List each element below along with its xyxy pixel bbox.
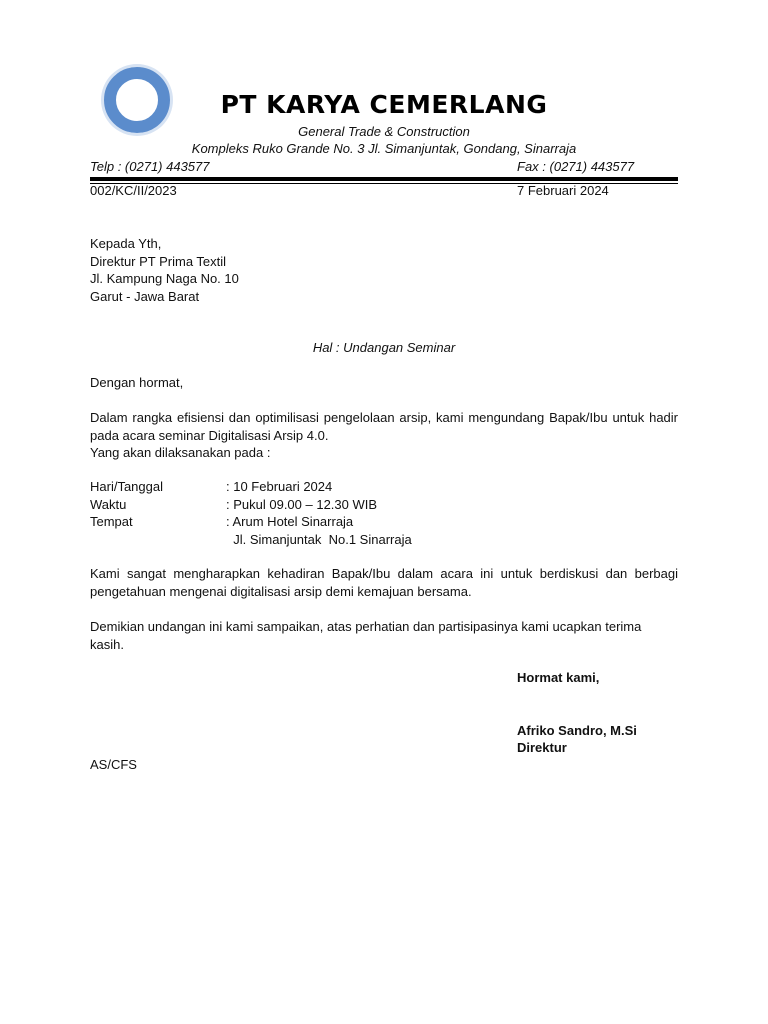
company-address: Kompleks Ruko Grande No. 3 Jl. Simanjuntak, Gondang, Sinarraja (191, 141, 577, 156)
signatory-name: Afriko Sandro, M.Si (517, 723, 637, 738)
recipient-line: Kepada Yth, (90, 236, 162, 251)
detail-row-date (90, 478, 412, 496)
intro-text-2: Yang akan dilaksanakan pada : (90, 445, 271, 460)
detail-row-time (90, 496, 412, 514)
reference-number: 002/KC/II/2023 (90, 183, 177, 198)
closing-paragraph: Demikian undangan ini kami sampaikan, atas perhatian dan partisipasinya kami ucapkan terima kasih. (90, 619, 642, 652)
letterhead-divider-thick (90, 177, 678, 181)
recipient-line: Garut - Jawa Barat (90, 288, 200, 304)
event-details (90, 478, 412, 548)
intro-paragraph (90, 409, 678, 462)
company-name: PT KARYA CEMERLANG (220, 90, 548, 119)
detail-row-place (90, 513, 412, 531)
fax-number: Fax : (0271) 443577 (517, 159, 635, 174)
intro-text: Dalam rangka efisiensi dan optimilisasi pengelolaan arsip, kami mengundang Bapak/Ibu untuk hadir pada acara seminar Digitalisasi Arsip 4.0. (90, 410, 678, 443)
letter-date: 7 Februari 2024 (517, 183, 609, 198)
detail-label: Hari/Tanggal (90, 479, 163, 494)
signatory-title: Direktur (517, 740, 567, 755)
detail-label: Waktu (90, 496, 127, 512)
company-tagline: General Trade & Construction (298, 124, 470, 139)
typist-initials: AS/CFS (90, 757, 137, 772)
letter-subject: Hal : Undangan Seminar (312, 340, 456, 355)
recipient-line: Jl. Kampung Naga No. 10 (90, 271, 239, 286)
detail-value: Jl. Simanjuntak No.1 Sinarraja (226, 531, 412, 547)
recipient-line: Direktur PT Prima Textil (90, 253, 227, 269)
detail-row-place-address (90, 531, 412, 549)
recipient-block (90, 235, 239, 305)
detail-value: : Pukul 09.00 – 12.30 WIB (226, 496, 378, 512)
detail-value: : 10 Februari 2024 (226, 479, 333, 494)
detail-label-empty (90, 531, 226, 549)
detail-label: Tempat (90, 514, 133, 529)
hope-paragraph: Kami sangat mengharapkan kehadiran Bapak/Ibu dalam acara ini untuk berdiskusi dan berbagi pengetahuan mengenai digitalisasi arsip demi kemajuan bersama. (90, 566, 678, 599)
signature-closing: Hormat kami, (517, 670, 600, 685)
detail-value: : Arum Hotel Sinarraja (226, 514, 354, 529)
phone-number: Telp : (0271) 443577 (90, 159, 210, 174)
salutation: Dengan hormat, (90, 375, 184, 390)
